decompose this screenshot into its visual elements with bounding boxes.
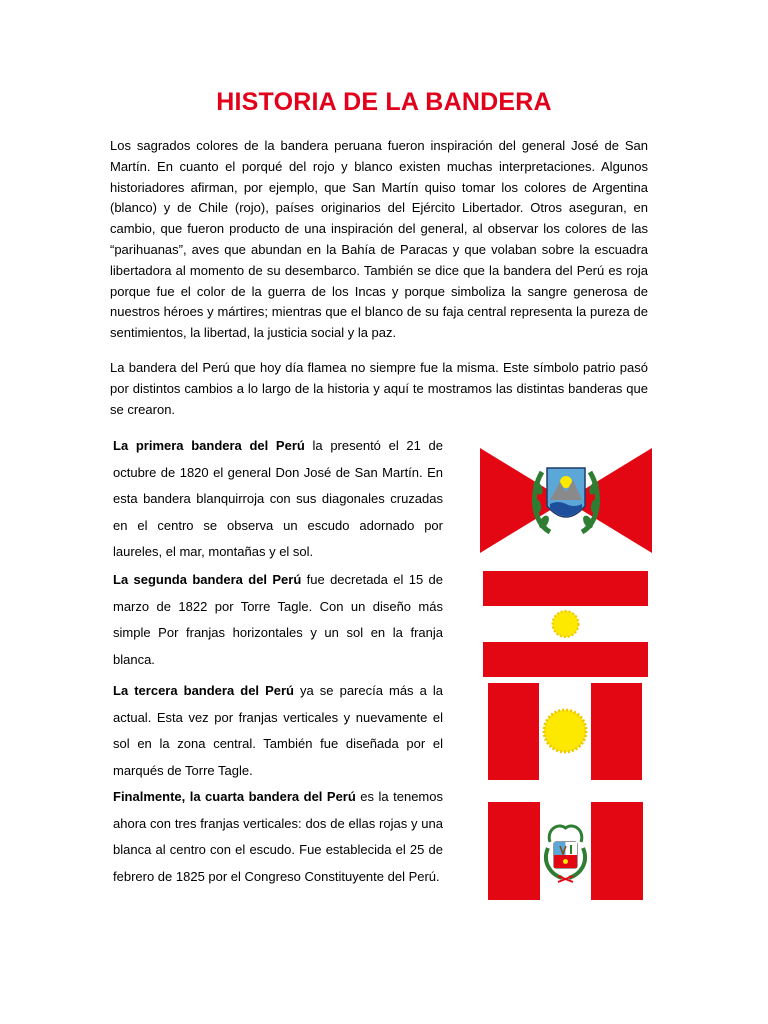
- second-peru-flag-icon: [483, 571, 648, 677]
- first-flag-heading: La primera bandera del Perú: [113, 438, 305, 453]
- second-flag-description: [113, 567, 443, 673]
- sun-icon: [544, 710, 586, 752]
- third-flag-heading: La tercera bandera del Perú: [113, 683, 294, 698]
- page-title: HISTORIA DE LA BANDERA: [216, 88, 552, 116]
- intro-paragraph: Los sagrados colores de la bandera peruana fueron inspiración del general José de San Martín. En cuanto el porqué del rojo y blanco existen muchas interpretaciones. Algunos historiadores afirman, por ejemplo, que San Martín quiso tomar los colores de Argentina (blanco) y de Chile (rojo), países originarios del Ejército Libertador. Otros aseguran, en cambio, que fueron producto de una inspiración del general, al observar los colores de las “parihuanas”, aves que abundan en la Bahía de Paracas y que volaban sobre la escuadra libertadora al momento de su desembarco. También se dice que la bandera del Perú es roja porque fue el color de la guerra de los Incas y porque simboliza la sangre generosa de nuestros héroes y mártires; mientras que el blanco de su faja central representa la pureza de sentimientos, la libertad, la justicia social y la paz.: [110, 138, 648, 341]
- fourth-peru-flag-icon: [488, 802, 643, 900]
- history-paragraph: La bandera del Perú que hoy día flamea no siempre fue la misma. Este símbolo patrio pasó por distintos cambios a lo largo de la historia y aquí te mostramos las distintas banderas que se crearon.: [110, 360, 648, 417]
- third-peru-flag-icon: [488, 683, 642, 780]
- sun-icon: [553, 611, 579, 637]
- second-flag-text: fue decretada el 15 de marzo de 1822 por Torre Tagle. Con un diseño más simple Por franjas horizontales y un sol en la franja blanca.: [113, 572, 443, 667]
- fourth-flag-description: [113, 784, 443, 890]
- coat-of-arms-icon: [547, 468, 585, 517]
- first-flag-description: [113, 433, 443, 566]
- second-flag-heading: La segunda bandera del Perú: [113, 572, 302, 587]
- fourth-flag-text: es la tenemos ahora con tres franjas verticales: dos de ellas rojas y una blanca al centro con el escudo. Fue establecida el 25 de febrero de 1825 por el Congreso Constituyente del Perú.: [113, 789, 443, 884]
- third-flag-description: [113, 678, 443, 784]
- fourth-flag-heading: Finalmente, la cuarta bandera del Perú: [113, 789, 356, 804]
- third-flag-text: ya se parecía más a la actual. Esta vez por franjas verticales y nuevamente el sol en la zona central. También fue diseñada por el marqués de Torre Tagle.: [113, 683, 443, 778]
- first-peru-flag-icon: [480, 448, 652, 553]
- first-flag-text: la presentó el 21 de octubre de 1820 el general Don José de San Martín. En esta bandera blanquirroja con sus diagonales cruzadas en el centro se observa un escudo adornado por laureles, el mar, montañas y el sol.: [113, 438, 443, 559]
